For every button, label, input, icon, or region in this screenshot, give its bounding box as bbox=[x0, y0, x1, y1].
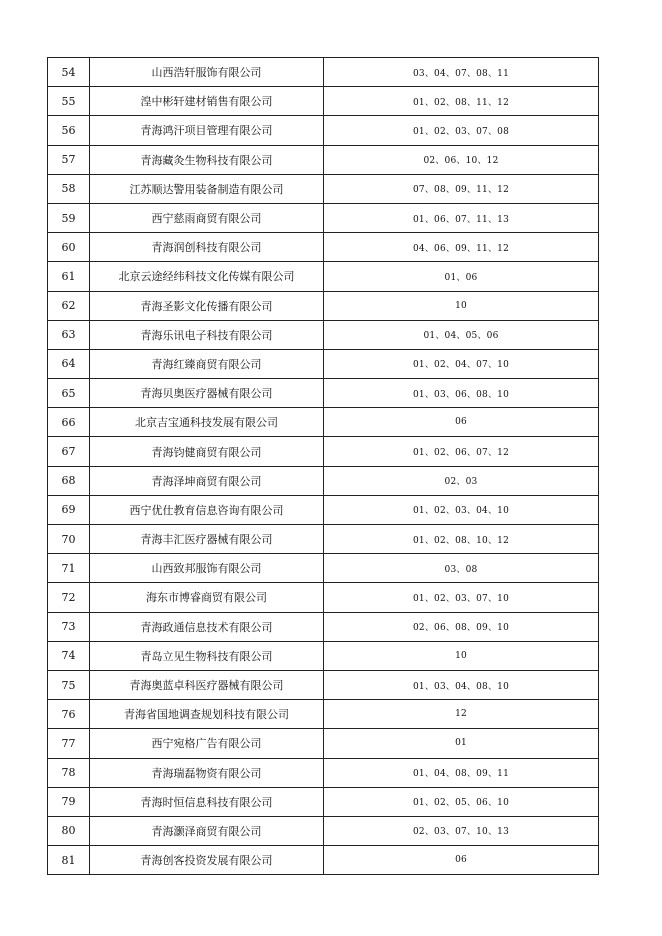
category-codes-cell: 01、03、06、08、10 bbox=[324, 379, 599, 408]
table-row bbox=[48, 349, 599, 378]
row-number-cell: 72 bbox=[48, 583, 90, 612]
company-name-cell: 西宁优仕教育信息咨询有限公司 bbox=[90, 495, 324, 524]
row-number-cell: 73 bbox=[48, 612, 90, 641]
table-row bbox=[48, 379, 599, 408]
row-number-cell: 64 bbox=[48, 349, 90, 378]
company-name-cell: 青海圣影文化传播有限公司 bbox=[90, 291, 324, 320]
table-row bbox=[48, 262, 599, 291]
row-number-cell: 60 bbox=[48, 233, 90, 262]
company-name-cell: 青海红臻商贸有限公司 bbox=[90, 349, 324, 378]
table-row bbox=[48, 291, 599, 320]
category-codes-cell: 02、03、07、10、13 bbox=[324, 816, 599, 845]
category-codes-cell: 07、08、09、11、12 bbox=[324, 174, 599, 203]
table-row bbox=[48, 758, 599, 787]
company-name-cell: 西宁慈雨商贸有限公司 bbox=[90, 203, 324, 232]
company-name-cell: 青海灏泽商贸有限公司 bbox=[90, 816, 324, 845]
company-name-cell: 山西浩轩服饰有限公司 bbox=[90, 58, 324, 87]
table-row bbox=[48, 145, 599, 174]
table-row bbox=[48, 58, 599, 87]
table-row bbox=[48, 233, 599, 262]
company-name-cell: 湟中彬轩建材销售有限公司 bbox=[90, 87, 324, 116]
table-row bbox=[48, 466, 599, 495]
row-number-cell: 56 bbox=[48, 116, 90, 145]
table-row bbox=[48, 116, 599, 145]
row-number-cell: 54 bbox=[48, 58, 90, 87]
category-codes-cell: 01、02、03、07、08 bbox=[324, 116, 599, 145]
row-number-cell: 66 bbox=[48, 408, 90, 437]
row-number-cell: 71 bbox=[48, 554, 90, 583]
table-row bbox=[48, 700, 599, 729]
company-name-cell: 青海政通信息技术有限公司 bbox=[90, 612, 324, 641]
company-name-cell: 北京吉宝通科技发展有限公司 bbox=[90, 408, 324, 437]
row-number-cell: 62 bbox=[48, 291, 90, 320]
row-number-cell: 80 bbox=[48, 816, 90, 845]
row-number-cell: 55 bbox=[48, 87, 90, 116]
table-row bbox=[48, 525, 599, 554]
company-name-cell: 青海鸿汗项目管理有限公司 bbox=[90, 116, 324, 145]
company-name-cell: 青岛立见生物科技有限公司 bbox=[90, 641, 324, 670]
company-name-cell: 青海钧健商贸有限公司 bbox=[90, 437, 324, 466]
table-row bbox=[48, 203, 599, 232]
row-number-cell: 58 bbox=[48, 174, 90, 203]
company-name-cell: 青海贝奥医疗器械有限公司 bbox=[90, 379, 324, 408]
company-name-cell: 青海藏灸生物科技有限公司 bbox=[90, 145, 324, 174]
company-name-cell: 青海创客投资发展有限公司 bbox=[90, 846, 324, 875]
table-row bbox=[48, 583, 599, 612]
table-row bbox=[48, 320, 599, 349]
row-number-cell: 67 bbox=[48, 437, 90, 466]
row-number-cell: 61 bbox=[48, 262, 90, 291]
category-codes-cell: 01、03、04、08、10 bbox=[324, 670, 599, 699]
table-row bbox=[48, 612, 599, 641]
category-codes-cell: 01、06 bbox=[324, 262, 599, 291]
row-number-cell: 76 bbox=[48, 700, 90, 729]
table-row bbox=[48, 554, 599, 583]
category-codes-cell: 01、06、07、11、13 bbox=[324, 203, 599, 232]
row-number-cell: 63 bbox=[48, 320, 90, 349]
row-number-cell: 79 bbox=[48, 787, 90, 816]
table-row bbox=[48, 641, 599, 670]
row-number-cell: 57 bbox=[48, 145, 90, 174]
category-codes-cell: 01、02、06、07、12 bbox=[324, 437, 599, 466]
row-number-cell: 75 bbox=[48, 670, 90, 699]
company-name-cell: 青海瑞磊物资有限公司 bbox=[90, 758, 324, 787]
table-row bbox=[48, 816, 599, 845]
row-number-cell: 74 bbox=[48, 641, 90, 670]
row-number-cell: 69 bbox=[48, 495, 90, 524]
category-codes-cell: 03、08 bbox=[324, 554, 599, 583]
category-codes-cell: 03、04、07、08、11 bbox=[324, 58, 599, 87]
category-codes-cell: 06 bbox=[324, 408, 599, 437]
table-row bbox=[48, 495, 599, 524]
table-row bbox=[48, 174, 599, 203]
table-row bbox=[48, 846, 599, 875]
category-codes-cell: 01、02、08、10、12 bbox=[324, 525, 599, 554]
category-codes-cell: 01、02、05、06、10 bbox=[324, 787, 599, 816]
table-row bbox=[48, 437, 599, 466]
company-table bbox=[47, 57, 599, 875]
table-row bbox=[48, 787, 599, 816]
row-number-cell: 77 bbox=[48, 729, 90, 758]
company-name-cell: 青海时恒信息科技有限公司 bbox=[90, 787, 324, 816]
table-row bbox=[48, 87, 599, 116]
category-codes-cell: 06 bbox=[324, 846, 599, 875]
row-number-cell: 65 bbox=[48, 379, 90, 408]
category-codes-cell: 02、06、08、09、10 bbox=[324, 612, 599, 641]
company-name-cell: 青海省国地调查规划科技有限公司 bbox=[90, 700, 324, 729]
company-name-cell: 山西致邦服饰有限公司 bbox=[90, 554, 324, 583]
category-codes-cell: 01、02、03、07、10 bbox=[324, 583, 599, 612]
company-name-cell: 海东市博睿商贸有限公司 bbox=[90, 583, 324, 612]
company-name-cell: 青海丰汇医疗器械有限公司 bbox=[90, 525, 324, 554]
company-name-cell: 青海乐讯电子科技有限公司 bbox=[90, 320, 324, 349]
table-body bbox=[48, 58, 599, 875]
category-codes-cell: 02、06、10、12 bbox=[324, 145, 599, 174]
category-codes-cell: 01、02、03、04、10 bbox=[324, 495, 599, 524]
company-name-cell: 北京云途经纬科技文化传媒有限公司 bbox=[90, 262, 324, 291]
category-codes-cell: 01、02、04、07、10 bbox=[324, 349, 599, 378]
row-number-cell: 78 bbox=[48, 758, 90, 787]
category-codes-cell: 02、03 bbox=[324, 466, 599, 495]
company-name-cell: 西宁宛格广告有限公司 bbox=[90, 729, 324, 758]
row-number-cell: 70 bbox=[48, 525, 90, 554]
company-name-cell: 江苏顺达警用装备制造有限公司 bbox=[90, 174, 324, 203]
category-codes-cell: 10 bbox=[324, 291, 599, 320]
row-number-cell: 68 bbox=[48, 466, 90, 495]
row-number-cell: 81 bbox=[48, 846, 90, 875]
category-codes-cell: 01、04、08、09、11 bbox=[324, 758, 599, 787]
category-codes-cell: 01 bbox=[324, 729, 599, 758]
table-row bbox=[48, 408, 599, 437]
company-name-cell: 青海润创科技有限公司 bbox=[90, 233, 324, 262]
category-codes-cell: 01、02、08、11、12 bbox=[324, 87, 599, 116]
category-codes-cell: 10 bbox=[324, 641, 599, 670]
company-name-cell: 青海泽坤商贸有限公司 bbox=[90, 466, 324, 495]
table-row bbox=[48, 729, 599, 758]
category-codes-cell: 04、06、09、11、12 bbox=[324, 233, 599, 262]
row-number-cell: 59 bbox=[48, 203, 90, 232]
category-codes-cell: 01、04、05、06 bbox=[324, 320, 599, 349]
table-row bbox=[48, 670, 599, 699]
category-codes-cell: 12 bbox=[324, 700, 599, 729]
company-name-cell: 青海奥蓝卓科医疗器械有限公司 bbox=[90, 670, 324, 699]
